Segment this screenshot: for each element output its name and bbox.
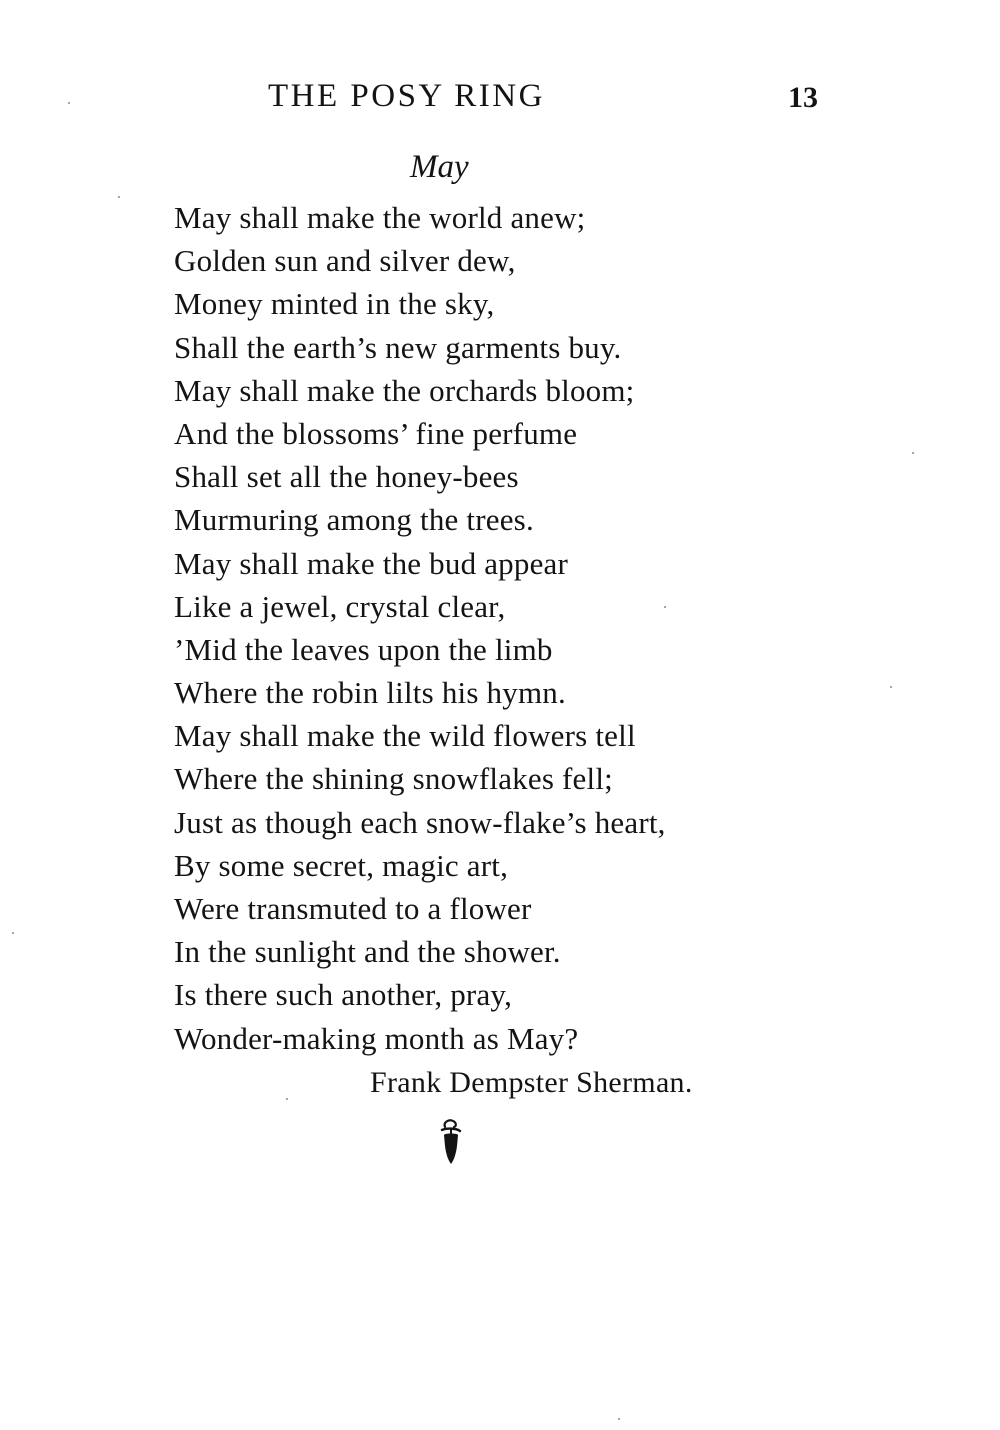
poem-line: May shall make the bud appear: [174, 545, 569, 581]
poem-line: Is there such another, pray,: [174, 977, 513, 1013]
paper-speck: [68, 102, 70, 104]
poem-line: Where the shining snowflakes fell;: [174, 761, 613, 797]
paper-speck: [618, 1418, 620, 1420]
paper-speck: [118, 196, 120, 198]
poem-line: Like a jewel, crystal clear,: [174, 588, 506, 624]
paper-speck: [912, 452, 914, 454]
poem-line: And the blossoms’ fine perfume: [174, 415, 578, 451]
acorn-ornament-icon: [436, 1118, 466, 1166]
running-title: THE POSY RING: [268, 78, 545, 114]
poem-line: Where the robin lilts his hymn.: [174, 675, 566, 711]
poem-line: ’Mid the leaves upon the limb: [174, 631, 553, 667]
paper-speck: [890, 686, 892, 688]
paper-speck: [664, 606, 666, 608]
poem-line: Murmuring among the trees.: [174, 502, 534, 538]
poem-line: In the sunlight and the shower.: [174, 934, 561, 970]
poem-line: May shall make the orchards bloom;: [174, 372, 635, 408]
poem-title: May: [410, 149, 469, 185]
paper-speck: [286, 1098, 288, 1100]
paper-speck: [12, 932, 14, 934]
poem-line: Shall the earth’s new garments buy.: [174, 329, 622, 365]
poem-line: Just as though each snow-flake’s heart,: [174, 804, 666, 840]
poem-line: By some secret, magic art,: [174, 847, 509, 883]
poem-body: [174, 196, 666, 1060]
poem-author: Frank Dempster Sherman.: [370, 1066, 693, 1099]
poem-line: Golden sun and silver dew,: [174, 243, 516, 279]
poem-line: Were transmuted to a flower: [174, 891, 532, 926]
poem-line: Money minted in the sky,: [174, 286, 495, 322]
poem-line: May shall make the wild flowers tell: [174, 718, 636, 754]
page-number: 13: [788, 81, 818, 114]
poem-line: Shall set all the honey-bees: [174, 459, 519, 495]
poem-line: May shall make the world anew;: [174, 200, 586, 235]
poem-line: Wonder-making month as May?: [174, 1020, 579, 1056]
